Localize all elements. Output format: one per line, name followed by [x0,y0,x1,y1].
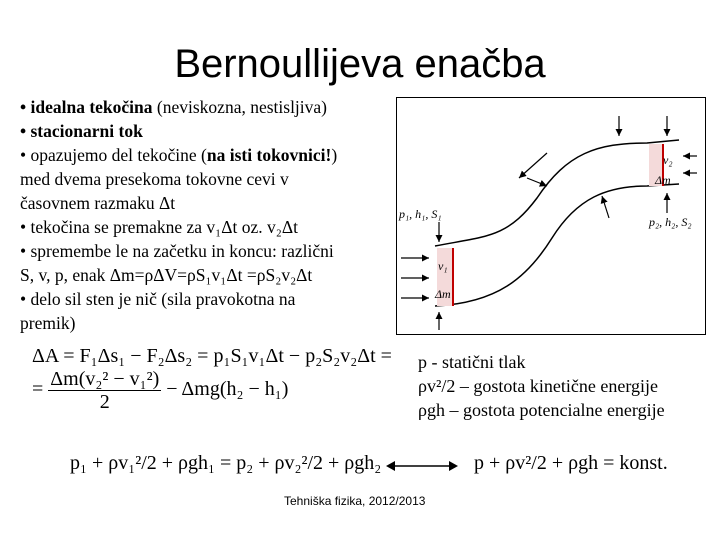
bullet-text: • delo sil sten je nič (sila pravokotna na [20,289,296,309]
slide-title: Bernoullijeva enačba [174,42,546,86]
bullet-list [20,95,398,335]
flow-tube-diagram [396,97,706,335]
definition-kinetic-energy: ρv²/2 – gostota kinetične energije [418,376,658,396]
pressure-arrows-right [683,156,697,173]
bullet-text: med dvema presekoma tokovne cevi v [20,169,289,189]
bernoulli-equation-sections: p₁ + ρv₁²/2 + ρgh₁ = p₂ + ρv₂²/2 + ρgh₂ [70,452,382,474]
tube-lower-wall [435,184,679,306]
definitions [418,350,665,422]
label-v1: v₁ [438,259,448,273]
pressure-arrows-left [401,258,429,298]
work-equation-line2: = $\frac{\text{Δm(v₂² − v₁²)}}{2}$ − Δmg(h₂ − h₁) [32,368,289,413]
definition-static-pressure: p - statični tlak [418,352,526,372]
label-section-1: p₁, h₁, S₁ [399,207,442,221]
label-v2: v₂ [663,153,673,167]
bullet-text: • tekočina se premakne za v₁Δt oz. v₂Δt [20,217,298,237]
wall-force-arrows [439,116,667,330]
bullet-text: • spremembe le na začetku in koncu: različni [20,241,334,261]
work-equation-line1: ΔA = F₁Δs₁ − F₂Δs₂ = p₁S₁v₁Δt − p₂S₂v₂Δt = [32,345,392,367]
bullet-steady-flow: • stacionarni tok [20,121,143,141]
definition-potential-energy: ρgh – gostota potencialne energije [418,400,665,420]
label-dm2: Δm [655,173,671,187]
bullet-text: časovnem razmaku Δt [20,193,176,213]
bullet-observe: • opazujemo del tekočine (na isti tokovnici!) [20,145,338,165]
flow-tube-svg [397,98,705,334]
bullet-ideal-fluid: • idealna tekočina (neviskozna, nestisljiva) [20,97,328,117]
bullet-text: premik) [20,313,76,333]
label-section-2: p₂, h₂, S₂ [649,215,692,229]
label-dm1: Δm [435,287,451,301]
bullet-text: S, v, p, enak Δm=ρΔV=ρS₁v₁Δt =ρS₂v₂Δt [20,265,313,285]
bernoulli-equation-general: p + ρv²/2 + ρgh = konst. [474,452,668,474]
double-arrow [386,458,458,474]
footer-course: Tehniška fizika, 2012/2013 [284,494,426,508]
